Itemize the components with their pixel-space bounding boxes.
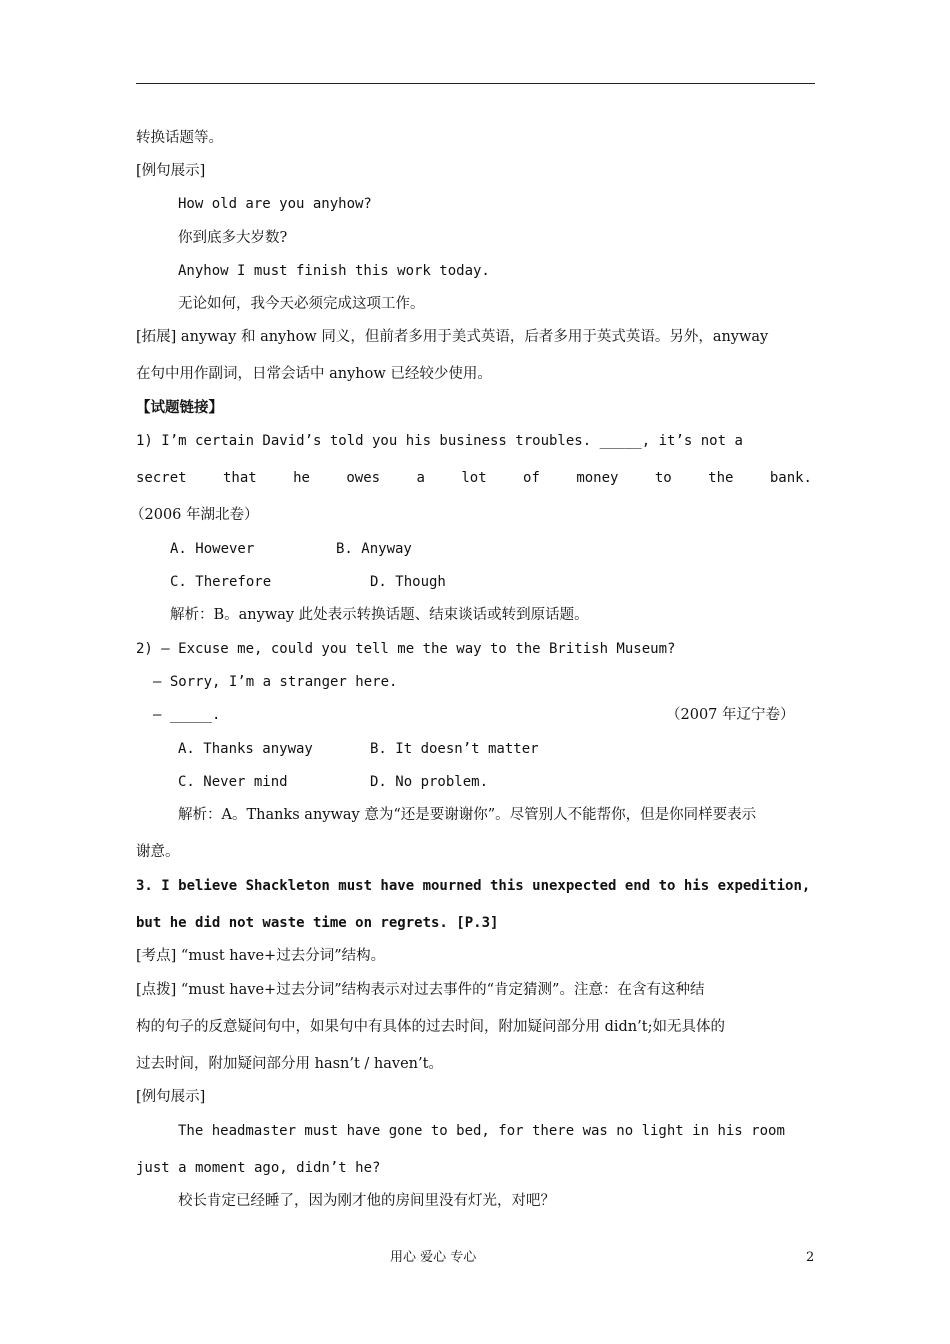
question-source: （2006 年湖北卷） — [130, 507, 259, 523]
example-translation: 校长肯定已经睡了，因为刚才他的房间里没有灯光，对吧？ — [178, 1193, 555, 1209]
dialogue-line: — Sorry, I’m a stranger here. — [153, 674, 398, 690]
question-source: （2007 年辽宁卷） — [666, 707, 795, 723]
option-b: B. Anyway — [336, 541, 412, 557]
exam-link-heading: 【试题链接】 — [136, 399, 223, 416]
dialogue-line: — _____. — [153, 707, 221, 723]
word: money — [576, 470, 619, 486]
option-c: C. Therefore — [170, 574, 272, 590]
option-d: D. No problem. — [370, 774, 489, 790]
answer-analysis: 解析：A。Thanks anyway 意为“还是要谢谢你”。尽管别人不能帮你，但是你同样要表示 — [178, 807, 757, 823]
answer-analysis-cont: 谢意。 — [136, 844, 180, 860]
section-label: [例句展示] — [136, 163, 206, 179]
tip-note: [点拨] “must have+过去分词”结构表示对过去事件的“肯定猜测”。注意：在含有这种结 — [136, 982, 705, 998]
question-2: 2) — Excuse me, could you tell me the way to the British Museum? — [136, 641, 676, 657]
header-rule — [136, 83, 815, 84]
word: bank. — [769, 470, 812, 486]
option-a: A. However — [170, 541, 255, 557]
example-sentence-cont: just a moment ago, didn’t he? — [136, 1160, 381, 1176]
answer-analysis: 解析：B。anyway 此处表示转换话题、结束谈话或转到原话题。 — [170, 607, 589, 623]
example-translation: 无论如何，我今天必须完成这项工作。 — [178, 296, 425, 312]
key-sentence-cont: but he did not waste time on regrets. [P.3] — [136, 915, 499, 931]
page-number: 2 — [806, 1250, 815, 1265]
word: he — [293, 470, 310, 486]
text-line: 转换话题等。 — [136, 130, 223, 146]
word: of — [523, 470, 540, 486]
option-b: B. It doesn’t matter — [370, 741, 539, 757]
footer-motto: 用心 爱心 专心 — [390, 1250, 477, 1265]
option-c: C. Never mind — [178, 774, 288, 790]
example-sentence: The headmaster must have gone to bed, for there was no light in his room — [178, 1123, 785, 1139]
test-point: [考点] “must have+过去分词”结构。 — [136, 948, 386, 964]
word: that — [222, 470, 257, 486]
word: the — [708, 470, 734, 486]
word: owes — [346, 470, 381, 486]
tip-note-cont: 构的句子的反意疑问句中，如果句中有具体的过去时间，附加疑问部分用 didn’t;如无具体的 — [136, 1019, 725, 1035]
word: to — [654, 470, 672, 486]
example-translation: 你到底多大岁数? — [178, 230, 288, 246]
section-label: [例句展示] — [136, 1089, 206, 1105]
option-a: A. Thanks anyway — [178, 741, 313, 757]
extension-note: [拓展] anyway 和 anyhow 同义，但前者多用于美式英语，后者多用于英式英语。另外，anyway — [136, 329, 769, 345]
extension-note-cont: 在句中用作副词，日常会话中 anyhow 已经较少使用。 — [136, 366, 492, 382]
tip-note-cont: 过去时间，附加疑问部分用 hasn’t / haven’t。 — [136, 1056, 443, 1072]
key-sentence: 3. I believe Shackleton must have mourned this unexpected end to his expedition, — [136, 878, 811, 894]
word: secret — [136, 470, 187, 486]
question-1-cont — [136, 468, 812, 488]
example-sentence: How old are you anyhow? — [178, 196, 372, 212]
question-1: 1) I’m certain David’s told you his business troubles. _____, it’s not a — [136, 433, 743, 449]
example-sentence: Anyhow I must finish this work today. — [178, 263, 490, 279]
word: lot — [461, 470, 487, 486]
word: a — [416, 470, 425, 486]
option-d: D. Though — [370, 574, 446, 590]
